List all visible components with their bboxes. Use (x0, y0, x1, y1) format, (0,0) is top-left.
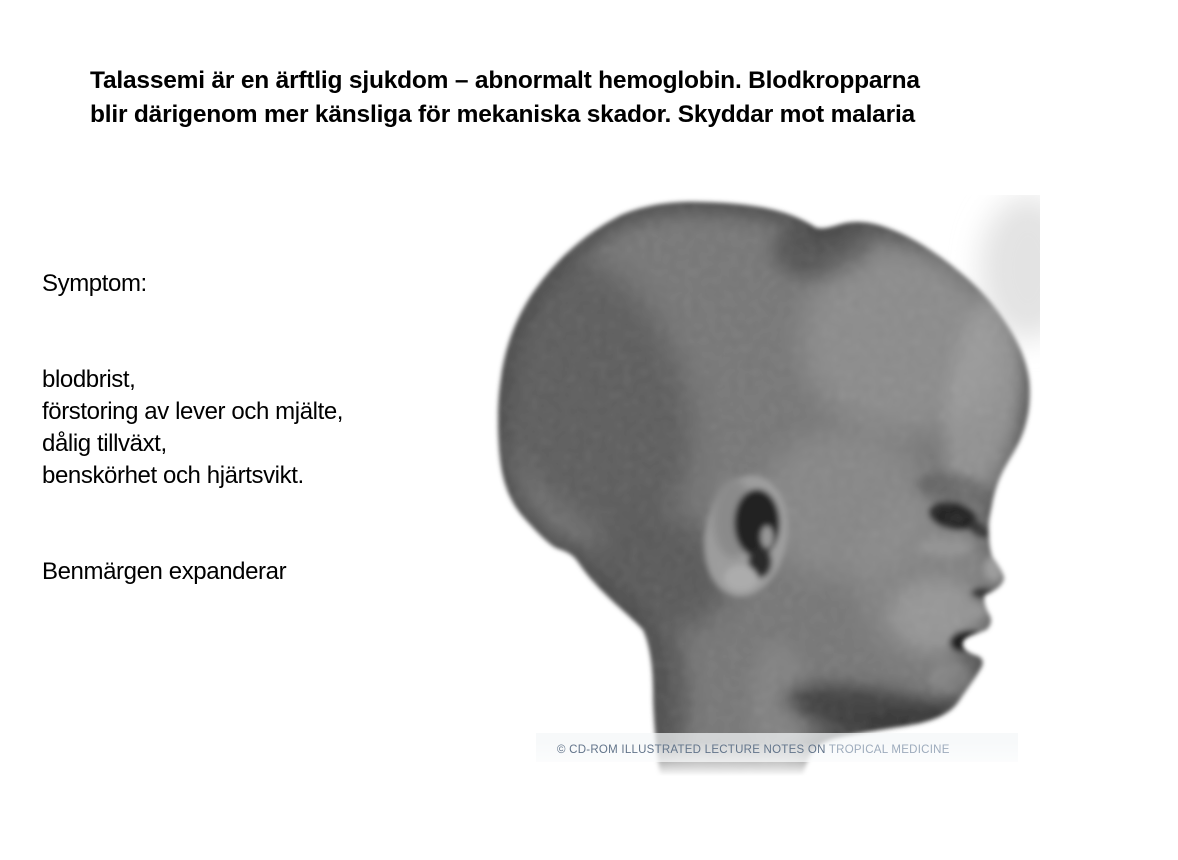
slide-title (90, 64, 1100, 132)
title-line-2: blir därigenom mer känsliga för mekaniska skador. Skyddar mot malaria (90, 101, 915, 128)
symptoms-block (42, 268, 472, 588)
symptom-line: blodbrist, (42, 366, 136, 393)
symptom-line: dålig tillväxt, (42, 430, 167, 457)
photo-caption-part1: © CD-ROM ILLUSTRATED LECTURE NOTES ON (557, 744, 829, 756)
symptom-line: förstoring av lever och mjälte, (42, 398, 344, 425)
child-head-profile (480, 195, 1040, 780)
symptom-list (42, 364, 472, 492)
photo-caption-part2: TROPICAL MEDICINE (828, 744, 950, 756)
patient-photo (480, 195, 1040, 780)
title-line-1: Talassemi är en ärftlig sjukdom – abnormalt hemoglobin. Blodkropparna (90, 67, 920, 94)
note-line: Benmärgen expanderar (42, 558, 287, 585)
photo-caption (557, 744, 950, 756)
symptom-line: benskörhet och hjärtsvikt. (42, 462, 304, 489)
symptoms-heading: Symptom: (42, 270, 147, 297)
